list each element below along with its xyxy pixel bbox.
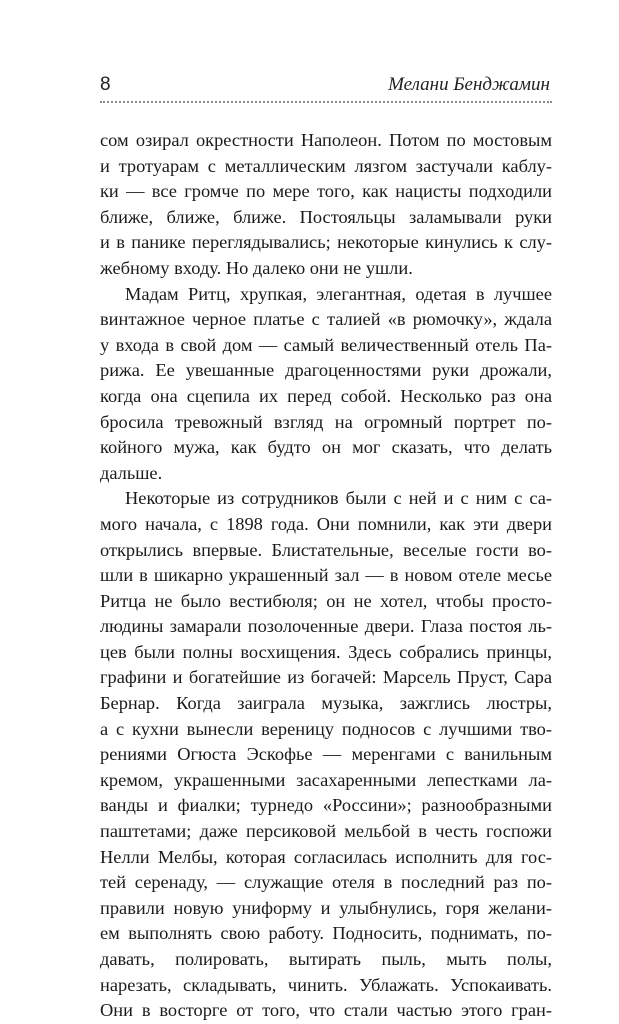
running-head-author: Мелани Бенджамин xyxy=(388,74,550,95)
text-line: рениями Огюста Эскофье — меренгами с ванильным xyxy=(100,744,552,765)
text-line: ки — все громче по мере того, как нацисты подходили xyxy=(100,181,552,202)
text-line: койного мужа, как будто он мог сказать, что делать xyxy=(100,437,552,458)
text-line: кремом, украшенными засахаренными лепестками ла- xyxy=(100,769,552,790)
text-line: нарезать, складывать, чинить. Ублажать. Успокаивать. xyxy=(100,974,552,995)
paragraph-first-line: Мадам Ритц, хрупкая, элегантная, одетая в лучшее xyxy=(125,283,552,304)
text-line: и в панике переглядывались; некоторые кинулись к слу- xyxy=(100,232,552,253)
text-line: ванды и фиалки; турнедо «Россини»; разнообразными xyxy=(100,795,552,816)
text-line: паштетами; даже персиковой мельбой в честь госпожи xyxy=(100,821,552,842)
text-line: бросила тревожный взгляд на огромный портрет по- xyxy=(100,411,552,432)
text-line: винтажное черное платье с талией «в рюмочку», ждала xyxy=(100,309,552,330)
text-line: шли в шикарно украшенный зал — в новом отеле месье xyxy=(100,565,552,586)
text-line: графини и богатейшие из богачей: Марсель Пруст, Сара xyxy=(100,667,552,688)
text-line: и тротуарам с металлическим лязгом застучали каблу- xyxy=(100,155,552,176)
text-line: Бернар. Когда заиграла музыка, зажглись люстры, xyxy=(100,693,552,714)
text-line: Ритца не было вестибюля; он не хотел, чтобы просто- xyxy=(100,590,552,611)
text-line: ем выполнять свою работу. Подносить, поднимать, по- xyxy=(100,923,552,944)
page-header xyxy=(0,0,619,110)
text-line: дальше. xyxy=(100,462,163,483)
text-line: ближе, ближе, ближе. Постояльцы заламывали руки xyxy=(100,206,552,227)
text-line: Они в восторге от того, что стали частью этого гран- xyxy=(100,1000,552,1021)
text-line: мого начала, с 1898 года. Они помнили, как эти двери xyxy=(100,513,552,534)
text-line: правили новую униформу и улыбнулись, горя желани- xyxy=(100,897,552,918)
text-line: людины замарали позолоченные двери. Глаза постоя ль- xyxy=(100,616,552,637)
body-text xyxy=(100,128,552,1024)
page-number: 8 xyxy=(100,74,111,95)
text-line: а с кухни вынесли вереницу подносов с лучшими тво- xyxy=(100,718,552,739)
text-line: сом озирал окрестности Наполеон. Потом по мостовым xyxy=(100,130,552,150)
text-line: Нелли Мелбы, которая согласилась исполнить для гос- xyxy=(100,846,552,867)
text-line: открылись впервые. Блистательные, веселые гости во- xyxy=(100,539,552,560)
text-line: тей серенаду, — служащие отеля в последний раз по- xyxy=(100,872,552,893)
text-line: когда она сцепила их перед собой. Несколько раз она xyxy=(100,385,552,406)
paragraph-first-line: Некоторые из сотрудников были с ней и с ним с са- xyxy=(125,488,552,509)
text-line: рижа. Ее увешанные драгоценностями руки дрожали, xyxy=(100,360,552,381)
text-line: жебному входу. Но далеко они не ушли. xyxy=(100,257,413,278)
header-dotted-rule xyxy=(100,101,552,103)
text-line: давать, полировать, вытирать пыль, мыть полы, xyxy=(100,949,552,969)
text-line: цев были полны восхищения. Здесь собрались принцы, xyxy=(100,641,552,662)
text-line: у входа в свой дом — самый величественный отель Па- xyxy=(100,334,552,355)
